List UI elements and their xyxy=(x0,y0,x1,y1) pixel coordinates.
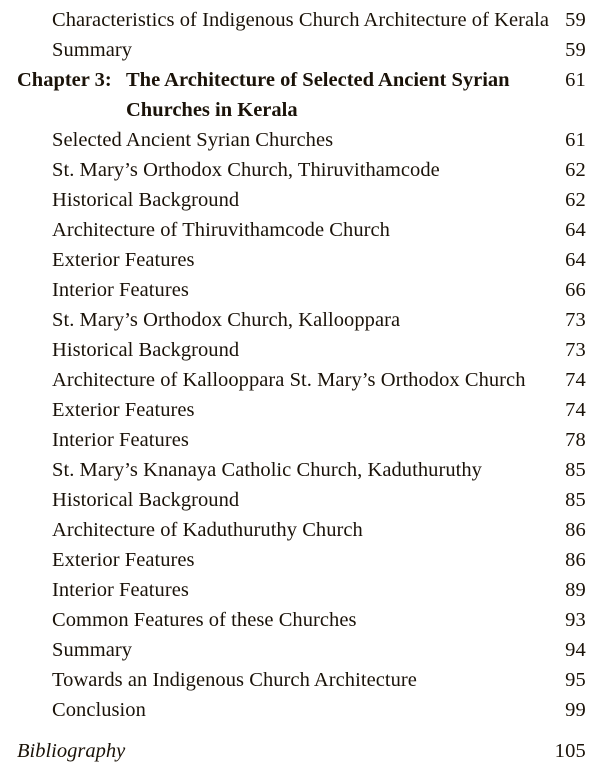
toc-page-number: 61 xyxy=(565,129,586,151)
toc-entry[interactable] xyxy=(0,155,600,185)
toc-entry[interactable] xyxy=(0,305,600,335)
toc-page-number: 78 xyxy=(565,429,586,451)
toc-chapter-title-continuation xyxy=(0,95,600,125)
toc-entry[interactable] xyxy=(0,395,600,425)
toc-entry-label: Selected Ancient Syrian Churches xyxy=(52,129,334,151)
toc-entry-label: Interior Features xyxy=(52,429,189,451)
toc-entry-label: Exterior Features xyxy=(52,249,195,271)
toc-page-number: 62 xyxy=(565,159,586,181)
toc-entry[interactable] xyxy=(0,425,600,455)
toc-page-number: 61 xyxy=(565,69,586,91)
toc-page-number: 74 xyxy=(565,399,586,421)
toc-page-number: 85 xyxy=(565,489,586,511)
toc-entry-label: St. Mary’s Orthodox Church, Thiruvithamcode xyxy=(52,159,440,181)
toc-entry-list xyxy=(0,5,600,766)
toc-entry[interactable] xyxy=(0,245,600,275)
toc-entry-label: Characteristics of Indigenous Church Architecture of Kerala xyxy=(52,9,550,31)
toc-entry[interactable] xyxy=(0,485,600,515)
toc-section-label: Bibliography xyxy=(17,740,126,762)
toc-entry[interactable] xyxy=(0,605,600,635)
toc-entry-label: Towards an Indigenous Church Architecture xyxy=(52,669,417,691)
toc-page-number: 73 xyxy=(565,309,586,331)
toc-entry-label: St. Mary’s Knanaya Catholic Church, Kaduthuruthy xyxy=(52,459,482,481)
toc-page-number: 94 xyxy=(565,639,586,661)
toc-chapter-title-wrap: Churches in Kerala xyxy=(126,99,298,121)
toc-page-number: 62 xyxy=(565,189,586,211)
toc-entry-label: Architecture of Kaduthuruthy Church xyxy=(52,519,363,541)
toc-page-number: 64 xyxy=(565,219,586,241)
toc-entry-label: Common Features of these Churches xyxy=(52,609,357,631)
toc-entry-label: Summary xyxy=(52,639,133,661)
toc-page-number: 85 xyxy=(565,459,586,481)
toc-page-number: 73 xyxy=(565,339,586,361)
toc-page-number: 59 xyxy=(565,9,586,31)
toc-entry-label: Historical Background xyxy=(52,489,240,511)
toc-entry-label: Exterior Features xyxy=(52,399,195,421)
toc-page-number: 86 xyxy=(565,549,586,571)
toc-page-number: 89 xyxy=(565,579,586,601)
toc-page-number: 95 xyxy=(565,669,586,691)
toc-entry-label: Historical Background xyxy=(52,189,240,211)
toc-entry[interactable] xyxy=(0,215,600,245)
toc-page-number: 64 xyxy=(565,249,586,271)
toc-entry[interactable] xyxy=(0,515,600,545)
toc-page-number: 99 xyxy=(565,699,586,721)
toc-entry[interactable] xyxy=(0,365,600,395)
toc-entry-label: Interior Features xyxy=(52,279,189,301)
toc-entry-label: St. Mary’s Orthodox Church, Kallooppara xyxy=(52,309,401,331)
toc-entry[interactable] xyxy=(0,275,600,305)
toc-entry-label: Summary xyxy=(52,39,133,61)
toc-entry[interactable] xyxy=(0,35,600,65)
toc-entry-label: Conclusion xyxy=(52,699,146,721)
toc-chapter-heading[interactable] xyxy=(0,65,600,95)
toc-entry-label: Architecture of Thiruvithamcode Church xyxy=(52,219,390,241)
toc-entry-label: Exterior Features xyxy=(52,549,195,571)
toc-entry[interactable] xyxy=(0,695,600,725)
toc-entry-label: Architecture of Kallooppara St. Mary’s Orthodox Church xyxy=(52,369,526,391)
toc-entry[interactable] xyxy=(0,665,600,695)
toc-entry-label: Historical Background xyxy=(52,339,240,361)
toc-page-number: 66 xyxy=(565,279,586,301)
toc-entry[interactable] xyxy=(0,455,600,485)
toc-page-number: 59 xyxy=(565,39,586,61)
toc-entry[interactable] xyxy=(0,185,600,215)
toc-page-number: 105 xyxy=(554,740,586,762)
toc-section-heading[interactable] xyxy=(0,736,600,766)
toc-entry[interactable] xyxy=(0,335,600,365)
toc-entry-label: Interior Features xyxy=(52,579,189,601)
toc-page-number: 93 xyxy=(565,609,586,631)
toc-entry[interactable] xyxy=(0,125,600,155)
toc-page-number: 86 xyxy=(565,519,586,541)
toc-page-number: 74 xyxy=(565,369,586,391)
toc-chapter-title: The Architecture of Selected Ancient Syrian xyxy=(126,69,510,91)
toc-entry[interactable] xyxy=(0,545,600,575)
toc-entry[interactable] xyxy=(0,635,600,665)
toc-entry[interactable] xyxy=(0,5,600,35)
toc-chapter-number: Chapter 3: xyxy=(17,69,112,91)
toc-entry[interactable] xyxy=(0,575,600,605)
